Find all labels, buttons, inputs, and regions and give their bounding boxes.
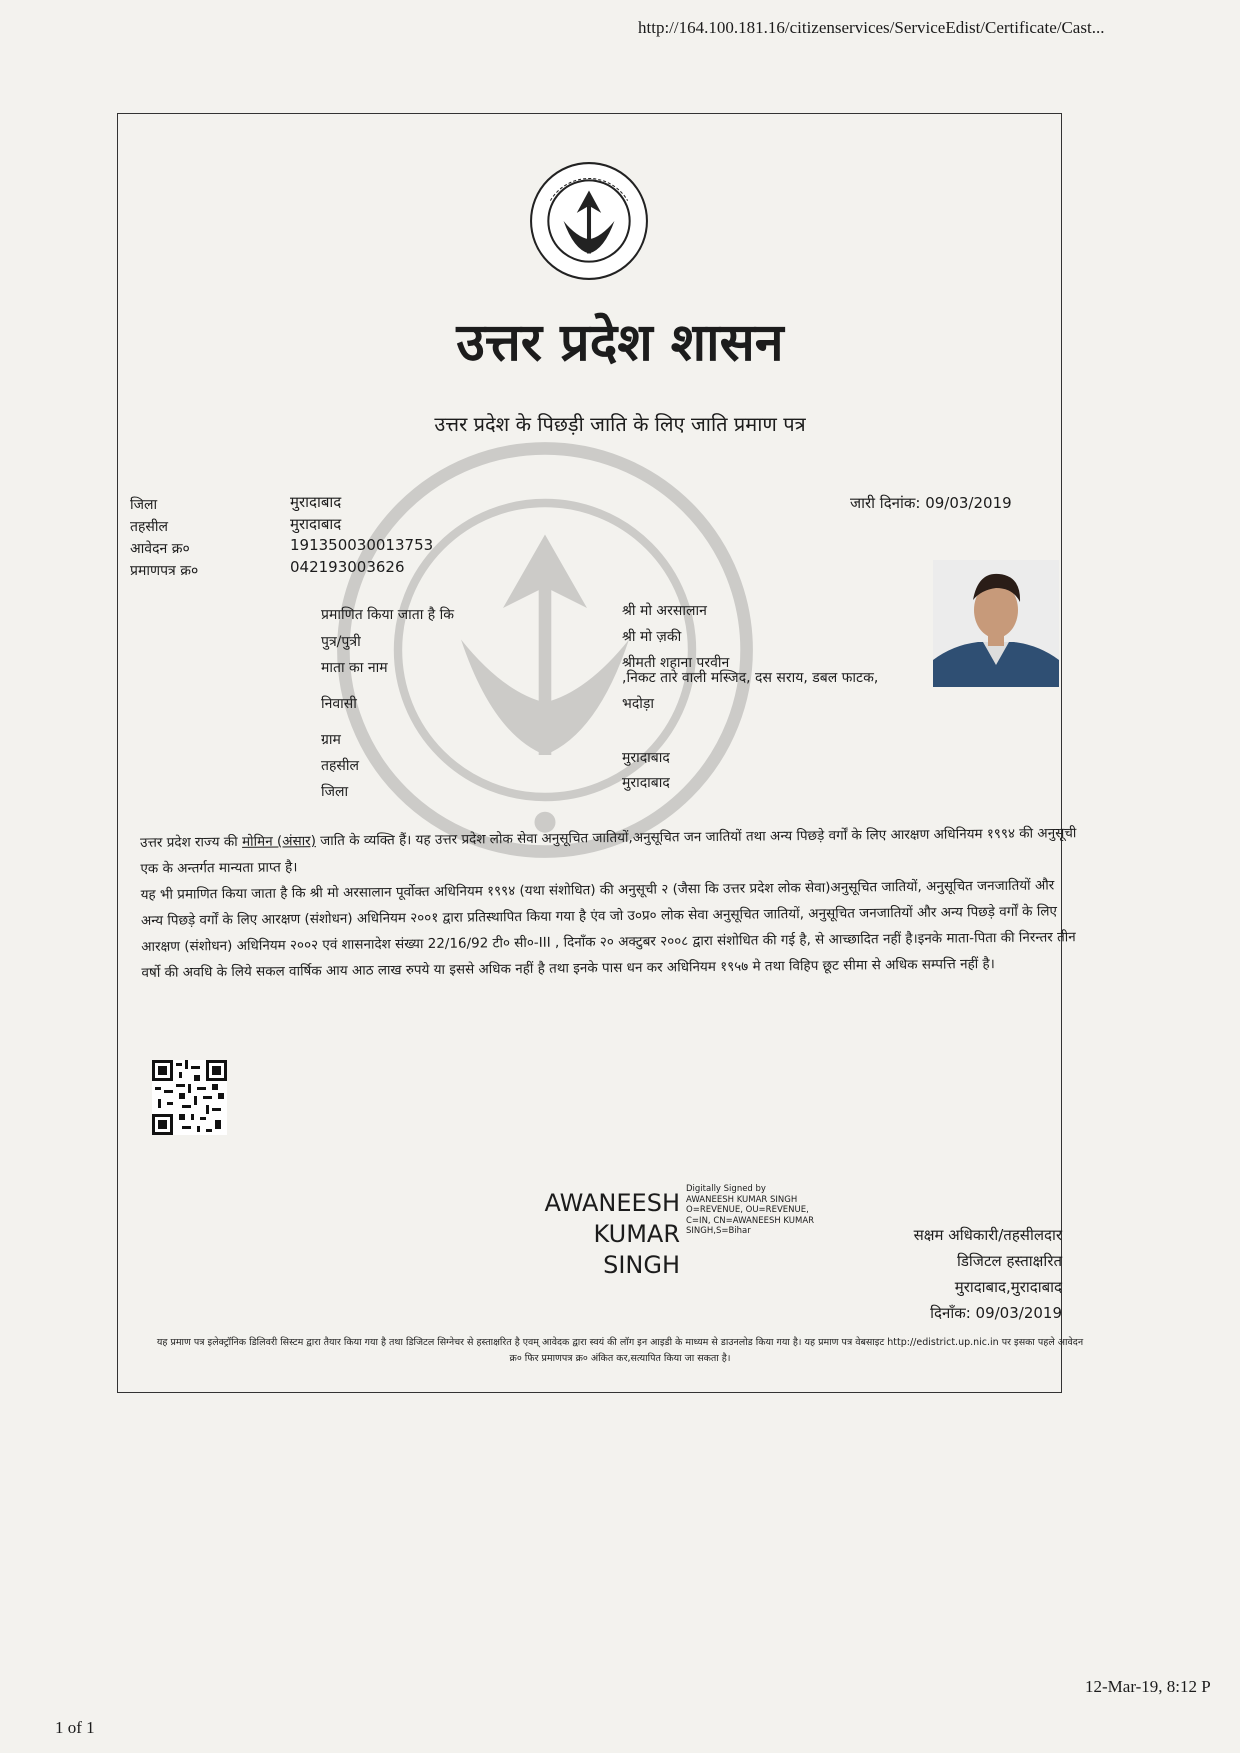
mother-label: माता का नाम [321,660,388,676]
officer-signed-note: डिजिटल हस्ताक्षरित [957,1252,1062,1270]
signature-name-line2: KUMAR [593,1220,680,1248]
signature-name-line3: SINGH [603,1251,680,1279]
print-url-header: http://164.100.181.16/citizenservices/ServiceEdist/Certificate/Cast... [638,18,1105,37]
print-timestamp: 12-Mar-19, 8:12 P [1085,1677,1211,1696]
issue-date: जारी दिनांक: 09/03/2019 [850,494,1012,512]
verification-footer-note: यह प्रमाण पत्र इलेक्ट्रॉनिक डिलिवरी सिस्टम द्वारा तैयार किया गया है तथा डिजिटल सिग्नेचर से हस्ताक्षरित है एवम् आवेदक द्वारा स्वयं की लॉग इन आइडी के माध्यम से डाउनलोड किया गया है। यह प्रमाण पत्र वेबसाइट http://edistrict.up.nic.in पर इसका पहले आवेदन क्र० फिर प्रमाणपत्र क्र० अंकित कर,सत्यापित किया जा सकता है। [156,1337,1084,1364]
child-of-label: पुत्र/पुत्री [321,634,361,650]
district-label: जिला [130,497,158,513]
body-part1: उत्तर प्रदेश राज्य की [140,833,243,851]
signature-name-line1: AWANEESH [544,1189,680,1217]
certificate-title: उत्तर प्रदेश शासन [456,313,784,373]
tehsil-label: तहसील [130,519,168,535]
caste-name: मोमिन (अंसार) [241,833,317,850]
application-no-value: 191350030013753 [290,536,434,554]
resident-label: निवासी [321,696,357,712]
mother-value: श्रीमती शहाना परवीन [622,655,730,671]
page-count: 1 of 1 [55,1718,95,1737]
tehsil-field-label: तहसील [321,758,359,774]
district-field-label: जिला [321,784,349,800]
state-emblem-icon [528,160,650,282]
certificate-no-value: 042193003626 [290,558,405,576]
certified-value: श्री मो अरसालान [622,603,707,619]
qr-code [152,1060,227,1135]
certificate-body [140,820,1082,986]
certified-label: प्रमाणित किया जाता है कि [321,607,455,623]
tehsil-field-value: मुरादाबाद [622,750,670,766]
digital-signature-details: Digitally Signed by AWANEESH KUMAR SINGH O=REVENUE, OU=REVENUE, C=IN, CN=AWANEESH KUMAR SINGH,S=Bihar [686,1184,815,1236]
certificate-subtitle: उत्तर प्रदेश के पिछड़ी जाति के लिए जाति प्रमाण पत्र [434,412,806,436]
district-field-value: मुरादाबाद [622,775,670,791]
issuing-officer-block [852,1222,1062,1326]
certificate-no-label: प्रमाणपत्र क्र० [130,563,199,579]
officer-date: दिनाँक: 09/03/2019 [930,1304,1062,1322]
child-of-value: श्री मो ज़की [622,629,682,645]
officer-designation: सक्षम अधिकारी/तहसीलदार [913,1226,1062,1244]
village-label: ग्राम [321,732,341,748]
body-part3: यह भी प्रमाणित किया जाता है कि श्री मो अरसालान पूर्वोक्त अधिनियम १९९४ (यथा संशोधित) की अनुसूची २ (जैसा कि उत्तर प्रदेश लोक सेवा)अनुसूचित जातियों, अनुसूचित जनजातियों और अन्य पिछड़े वर्गों के लिए आरक्षण (संशोधन) अधिनियम २००१ द्वारा प्रतिस्थापित किया गया है एंव जो उ०प्र० लोक सेवा अनुसूचित जातियों, अनुसूचित जनजातियों और अन्य पिछड़े वर्गों के लिए आरक्षण (संशोधन) अधिनियम २००२ एवं शासनादेश संख्या 22/16/92 टी० सी०-III , दिनाँक २० अक्टुबर २००८ द्वारा संशोधित की गई है, से आच्छादित नहीं है।इनके माता-पिता की निरन्तर तीन वर्षो की अवधि के लिये सकल वार्षिक आय आठ लाख रुपये या इससे अधिक नहीं है तथा इनके पास धन कर अधिनियम १९५७ मे तथा विहिप छूट सीमा से अधिक सम्पत्ति नहीं है। [140,877,1076,981]
application-no-label: आवेदन क्र० [130,541,190,557]
digital-signature-name [530,1188,680,1281]
tehsil-value: मुरादाबाद [290,515,342,533]
officer-location: मुरादाबाद,मुरादाबाद [954,1278,1062,1296]
applicant-photo [933,560,1059,687]
body-part2: जाति के व्यक्ति हैं। यह उत्तर प्रदेश लोक सेवा अनुसूचित जातियों,अनुसूचित जन जातियों तथा अन्य पिछड़े वर्गों के लिए आरक्षण अधिनियम १९९४ की अनुसूची एक के अन्तर्गत मान्यता प्राप्त है। [140,825,1077,877]
district-value: मुरादाबाद [290,493,342,511]
resident-value: ,निकट तारे वाली मस्जिद, दस सराय, डबल फाटक, भदोड़ा [622,670,879,712]
